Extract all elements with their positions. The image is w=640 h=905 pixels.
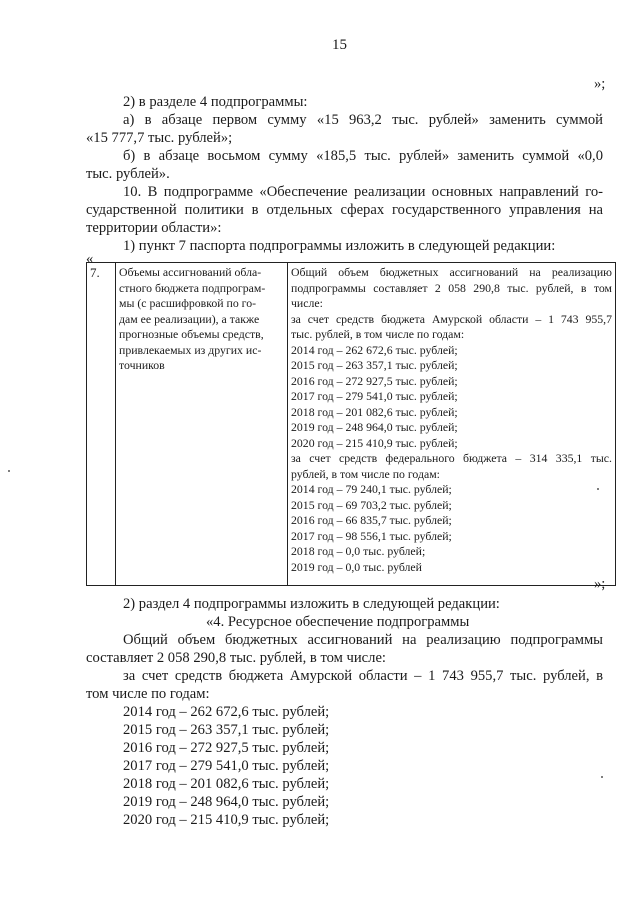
paragraph-line: 2018 год – 201 082,6 тыс. рублей; bbox=[123, 776, 330, 792]
content-line: 2018 год – 0,0 тыс. рублей; bbox=[291, 544, 426, 558]
paragraph-line: тыс. рублей». bbox=[86, 166, 170, 182]
paragraph-line: 2) раздел 4 подпрограммы изложить в следующей редакции: bbox=[123, 596, 500, 612]
scan-speck bbox=[597, 488, 599, 490]
paragraph-line: Общий объем бюджетных ассигнований на реализацию подпрограммы bbox=[123, 632, 603, 648]
closing-quote: »; bbox=[594, 576, 606, 592]
content-line: 2016 год – 272 927,5 тыс. рублей; bbox=[291, 373, 458, 388]
row-title-line: точников bbox=[119, 358, 165, 372]
opening-quote: « bbox=[86, 251, 94, 267]
paragraph-line: 2019 год – 248 964,0 тыс. рублей; bbox=[123, 794, 330, 810]
paragraph-line: 2) в разделе 4 подпрограммы: bbox=[123, 94, 308, 110]
paragraph-line: 10. В подпрограмме «Обеспечение реализации основных направлений го- bbox=[123, 184, 603, 200]
paragraph-line: 2020 год – 215 410,9 тыс. рублей; bbox=[123, 812, 330, 828]
content-line: за счет средств бюджета Амурской области – 1 743 955,7 bbox=[291, 311, 612, 326]
content-line: 2020 год – 215 410,9 тыс. рублей; bbox=[291, 435, 458, 450]
content-line: 2018 год – 201 082,6 тыс. рублей; bbox=[291, 404, 458, 419]
paragraph-line: территории области»: bbox=[86, 220, 222, 236]
row-title-line: привлекаемых из других ис- bbox=[119, 342, 262, 357]
paragraph-line: 2017 год – 279 541,0 тыс. рублей; bbox=[123, 758, 330, 774]
row-title-line: мы (с расшифровкой по го- bbox=[119, 296, 257, 310]
content-line: 2015 год – 69 703,2 тыс. рублей; bbox=[291, 497, 452, 512]
row-title-line: дам ее реализации), а также bbox=[119, 311, 260, 326]
content-line: рублей, в том числе по годам: bbox=[291, 466, 440, 481]
content-line: за счет средств федерального бюджета – 314 335,1 тыс. bbox=[291, 451, 612, 465]
content-line: тыс. рублей, в том числе по годам: bbox=[291, 327, 465, 341]
content-line: 2014 год – 79 240,1 тыс. рублей; bbox=[291, 482, 452, 496]
content-line: 2015 год – 263 357,1 тыс. рублей; bbox=[291, 358, 458, 372]
paragraph-line: 2015 год – 263 357,1 тыс. рублей; bbox=[123, 722, 330, 738]
row-title-cell bbox=[116, 263, 288, 586]
row-content-cell bbox=[288, 263, 616, 586]
paragraph-line: 2014 год – 262 672,6 тыс. рублей; bbox=[123, 704, 330, 720]
closing-quote: »; bbox=[594, 76, 606, 92]
content-line: 2017 год – 98 556,1 тыс. рублей; bbox=[291, 528, 452, 543]
row-title-line: Объемы ассигнований обла- bbox=[119, 265, 262, 279]
paragraph-line: б) в абзаце восьмом сумму «185,5 тыс. рублей» заменить суммой «0,0 bbox=[123, 148, 603, 164]
paragraph-line: сударственной политики в отдельных сферах государственного управления на bbox=[86, 202, 603, 218]
paragraph-line: 1) пункт 7 паспорта подпрограммы изложить в следующей редакции: bbox=[123, 238, 556, 254]
scan-speck bbox=[601, 776, 603, 778]
content-line: 2017 год – 279 541,0 тыс. рублей; bbox=[291, 389, 458, 403]
row-title-line: прогнозные объемы средств, bbox=[119, 327, 264, 341]
row-title-line: стного бюджета подпрограм- bbox=[119, 280, 266, 295]
row-number: 7. bbox=[87, 263, 116, 586]
content-line: 2019 год – 0,0 тыс. рублей bbox=[291, 559, 422, 574]
content-line: Общий объем бюджетных ассигнований на реализацию bbox=[291, 265, 612, 279]
content-line: числе: bbox=[291, 296, 323, 310]
paragraph-line: «15 777,7 тыс. рублей»; bbox=[86, 130, 233, 146]
paragraph-line: составляет 2 058 290,8 тыс. рублей, в том числе: bbox=[86, 650, 386, 666]
content-line: 2014 год – 262 672,6 тыс. рублей; bbox=[291, 342, 458, 357]
paragraph-line: а) в абзаце первом сумму «15 963,2 тыс. рублей» заменить суммой bbox=[123, 112, 603, 128]
paragraph-line: том числе по годам: bbox=[86, 686, 210, 702]
content-line: 2019 год – 248 964,0 тыс. рублей; bbox=[291, 420, 458, 434]
scan-speck bbox=[8, 470, 10, 472]
paragraph-line: за счет средств бюджета Амурской области – 1 743 955,7 тыс. рублей, в bbox=[123, 668, 603, 684]
table-row bbox=[87, 263, 616, 586]
content-line: 2016 год – 66 835,7 тыс. рублей; bbox=[291, 513, 452, 527]
content-line: подпрограммы составляет 2 058 290,8 тыс. рублей, в том bbox=[291, 280, 612, 295]
page-number: 15 bbox=[332, 37, 347, 53]
paragraph-line: 2016 год – 272 927,5 тыс. рублей; bbox=[123, 740, 330, 756]
section-heading: «4. Ресурсное обеспечение подпрограммы bbox=[206, 614, 470, 630]
passport-table bbox=[86, 262, 616, 586]
